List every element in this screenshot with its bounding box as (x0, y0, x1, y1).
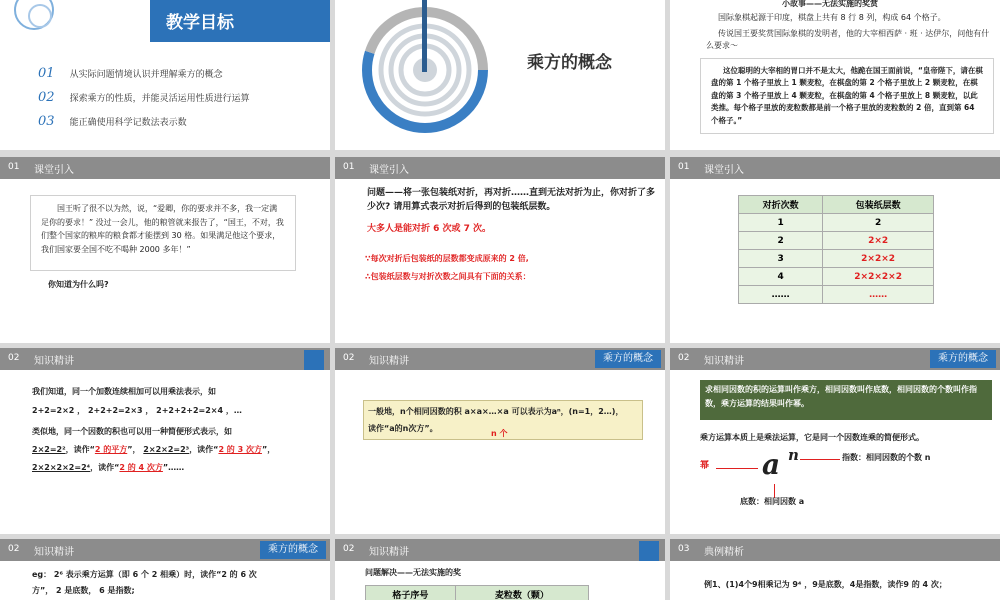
power-label: 幂 (700, 461, 710, 471)
topic-tab: 乘方的概念 (260, 541, 326, 559)
slide-header: 02 知识精讲 乘方的概念 (0, 539, 330, 561)
text-line: 2×2×2×2=2⁴，读作“2 的 4 次方”…… (32, 463, 185, 472)
slide-header: 02 知识精讲 乘方的概念 (335, 348, 665, 370)
table-row: 2 2×2 (739, 232, 934, 250)
slide-header: 03 典例精析 (670, 539, 1000, 561)
grain-table (365, 585, 589, 600)
text-line: 2+2=2×2 ， 2+2+2=2×3 ， 2+2+2+2=2×4 ，… (32, 406, 242, 415)
answer-text: 大多人是能对折 6 次或 7 次。 (367, 224, 492, 234)
slide-fold-table (670, 157, 1000, 343)
text-line: 2×2=2²，读作“2 的平方”， 2×2×2=2³，读作“2 的 3 次方”， (32, 445, 276, 454)
slide-story (670, 0, 1000, 150)
table-row: 1 2 (739, 214, 934, 232)
table-header-row: 格子序号 麦粒数（颗） (366, 586, 589, 600)
slide-header: 02 知识精讲 乘方的概念 (670, 348, 1000, 370)
slide-knowledge-5 (335, 539, 665, 600)
topic-tab: 乘方的概念 (930, 350, 996, 368)
slide-knowledge-4 (0, 539, 330, 600)
slide-header: 01 课堂引入 (670, 157, 1000, 179)
exponent-label: 指数：相同因数的个数 n (842, 453, 931, 462)
slide-section-title (335, 0, 665, 150)
brace-label: n 个 (491, 429, 508, 438)
example-line: eg： 2⁶ 表示乘方运算（即 6 个 2 相乘）时，读作“2 的 6 次 (32, 570, 257, 579)
slide-intro-story (0, 157, 330, 343)
target-needle (422, 0, 427, 72)
example-line: 例1、(1)4个9相乘记为 9⁴ ，9是底数，4是指数，读作9 的 4 次； (704, 580, 947, 589)
header-marker (304, 350, 324, 370)
target-graphic (355, 0, 495, 150)
goal-item: 01 从实际问题情境认识并理解乘方的概念 (38, 66, 223, 81)
problem-title: 问题解决——无法实施的奖 (365, 568, 461, 577)
slide-teaching-goals (0, 0, 330, 150)
header-marker (639, 541, 659, 561)
goal-item: 03 能正确使用科学记数法表示数 (38, 114, 187, 129)
table-header-row: 对折次数 包装纸层数 (739, 196, 934, 214)
story-quote: 这位聪明的大宰相的胃口并不是太大，他跪在国王面前说，“皇帝陛下，请在棋盘的第 1 个格子里放上 1 颗麦粒，在棋盘的第 2 个格子里放上 2 颗麦粒，在棋盘的第 3 个格子里放上 4 颗麦粒，在棋盘的第 4 个格子里放上 8 颗麦粒，以此类推。每个格子里放的麦粒数都是前一个格子里放的麦粒数的 2 倍，直到第 64 个格子。” (700, 58, 994, 134)
slide-header: 01 课堂引入 (335, 157, 665, 179)
slide-header: 02 知识精讲 (0, 348, 330, 370)
definition-box: 求相同因数的积的运算叫作乘方，相同因数叫作底数，相同因数的个数叫作指数，乘方运算的结果叫作幂。 (700, 380, 992, 420)
arrow-line (716, 468, 758, 469)
slide-example (670, 539, 1000, 600)
example-line: 方”， 2 是底数， 6 是指数; (32, 586, 135, 595)
title-banner (150, 0, 330, 42)
base-symbol: a (762, 448, 781, 481)
story-paragraph: 国际象棋起源于印度，棋盘上共有 8 行 8 列，构成 64 个格子。 (718, 13, 946, 22)
text-line: 我们知道，同一个加数连续相加可以用乘法表示，如 (32, 387, 216, 396)
reason-text: ∵每次对折后包装纸的层数都变成原来的 2 倍, (365, 254, 529, 263)
text-line: 类似地，同一个因数的积也可以用一种简便形式表示，如 (32, 427, 232, 436)
story-box: 国王听了很不以为然，说，“爱卿，你的要求并不多，我一定满足你的要求！” 没过一会儿，他的粮管就来报告了，“国王，不对，我们整个国家的粮库的粮食都才能摆到 30 格。如果满足他这个要求，我们国家要全国不吃不喝种 2000 多年！” (30, 195, 296, 271)
page-title: 教学目标 (166, 13, 234, 33)
table-row: 3 2×2×2 (739, 250, 934, 268)
slide-header: 02 知识精讲 (335, 539, 665, 561)
problem-text: 问题——将一张包装纸对折，再对折……直到无法对折为止，你对折了多少次? 请用算式表示对折后得到的包装纸层数。 (367, 188, 656, 212)
arrow-line (800, 459, 840, 460)
slide-intro-problem (335, 157, 665, 343)
deco-circle (28, 4, 52, 28)
definition-line: 一般地，n个相同因数的积 a×a×…×a 可以表示为aⁿ，(n=1，2…)， (368, 407, 624, 416)
story-title: 小故事——无法实施的奖赏 (782, 0, 878, 8)
slide-header: 01 课堂引入 (0, 157, 330, 179)
table-row: 4 2×2×2×2 (739, 268, 934, 286)
slide-knowledge-2 (335, 348, 665, 534)
story-paragraph: 传说国王要奖赏国际象棋的发明者，他的大宰相西萨 · 班 · 达伊尔，问他有什么要求～ (706, 29, 990, 51)
table-row: …… …… (739, 286, 934, 304)
topic-tab: 乘方的概念 (595, 350, 661, 368)
goal-item: 02 探索乘方的性质，并能灵活运用性质进行运算 (38, 90, 250, 105)
slide-knowledge-1 (0, 348, 330, 534)
essence-text: 乘方运算本质上是乘法运算，它是同一个因数连乘的简便形式。 (700, 433, 924, 442)
section-title: 乘方的概念 (527, 53, 612, 73)
question-text: 你知道为什么吗? (48, 280, 109, 289)
base-label: 底数：相同因数 a (740, 497, 805, 506)
definition-line: 读作“a的n次方”。 (368, 424, 438, 433)
exponent-symbol: n (788, 446, 799, 464)
slide-knowledge-3 (670, 348, 1000, 534)
fold-table (738, 195, 934, 304)
reason-text: ∴包装纸层数与对折次数之间具有下面的关系： (365, 272, 531, 281)
